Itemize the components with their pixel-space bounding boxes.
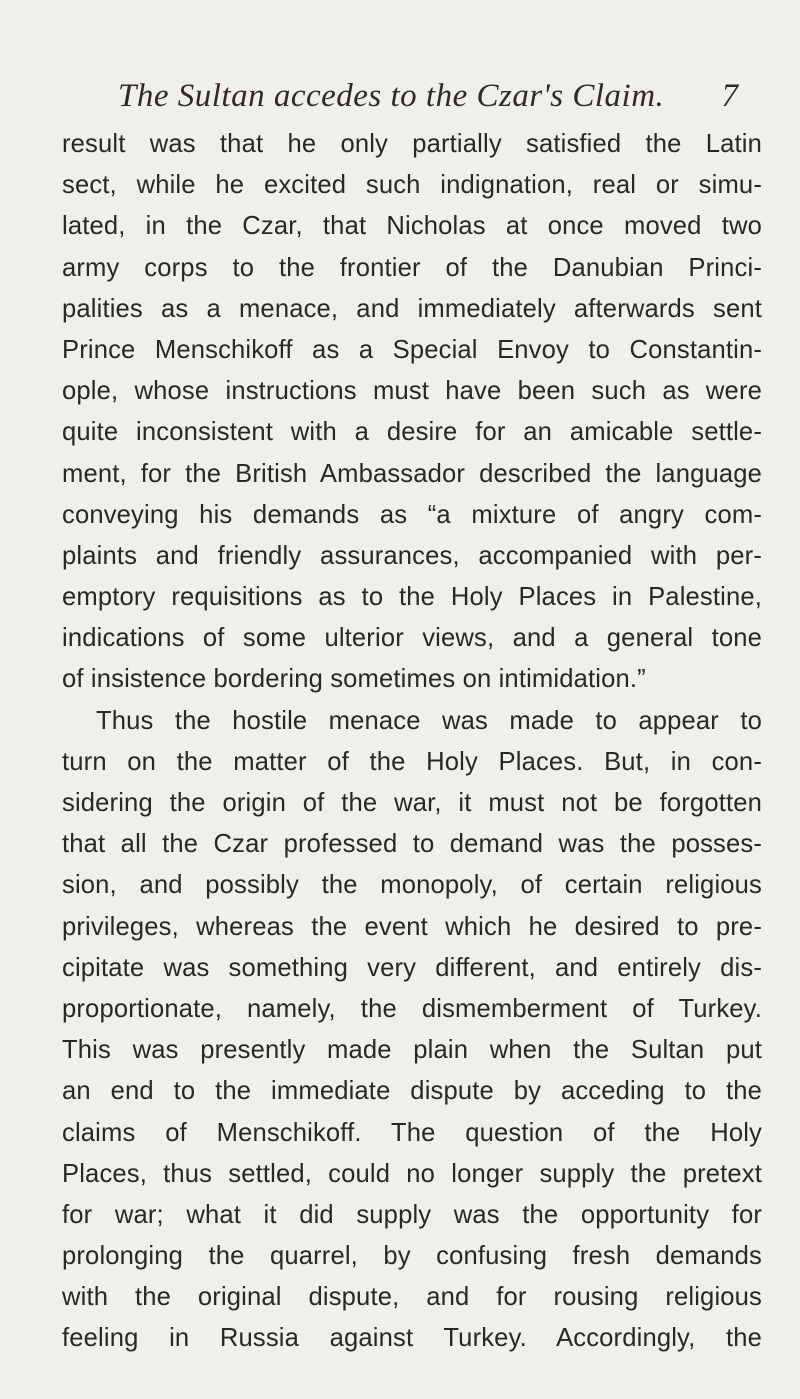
text-line: Places, thus settled, could no longer supply the pretext [62, 1159, 762, 1188]
text-line: result was that he only partially satisfied the Latin [62, 130, 762, 158]
text-line: of insistence bordering sometimes on intimidation.” [62, 665, 646, 694]
text-line: an end to the immediate dispute by acceding to the [62, 1077, 762, 1106]
text-line: cipitate was something very different, and entirely dis- [62, 953, 762, 982]
text-line: emptory requisitions as to the Holy Places in Palestine, [62, 583, 762, 612]
text-line: ment, for the British Ambassador described the language [62, 459, 762, 488]
text-line: privileges, whereas the event which he desired to pre- [62, 912, 762, 941]
text-line: turn on the matter of the Holy Places. But, in con- [62, 747, 762, 776]
text-line: conveying his demands as “a mixture of angry com- [62, 500, 762, 529]
text-line: proportionate, namely, the dismemberment of Turkey. [62, 994, 762, 1023]
text-line: ople, whose instructions must have been such as were [62, 377, 762, 406]
text-line: This was presently made plain when the Sultan put [62, 1036, 762, 1065]
text-line: claims of Menschikoff. The question of the Holy [62, 1118, 762, 1147]
running-head [108, 78, 738, 122]
text-line: with the original dispute, and for rousing religious [62, 1283, 762, 1312]
text-line: lated, in the Czar, that Nicholas at once moved two [62, 212, 762, 241]
body-text [62, 124, 762, 1360]
text-line: prolonging the quarrel, by confusing fresh demands [62, 1242, 762, 1271]
running-title: The Sultan accedes to the Czar's Claim. [118, 78, 665, 114]
text-line: plaints and friendly assurances, accompanied with per- [62, 541, 762, 570]
text-line: army corps to the frontier of the Danubian Princi- [62, 253, 762, 282]
text-line: quite inconsistent with a desire for an amicable settle- [62, 418, 762, 447]
text-line: sect, while he excited such indignation, real or simu- [62, 171, 762, 200]
page-number: 7 [721, 78, 738, 114]
text-line: for war; what it did supply was the opportunity for [62, 1200, 762, 1229]
text-line: feeling in Russia against Turkey. Accordingly, the [62, 1324, 762, 1353]
text-line: palities as a menace, and immediately afterwards sent [62, 294, 762, 323]
text-line: sidering the origin of the war, it must not be forgotten [62, 789, 762, 817]
text-line-paragraph-start: Thus the hostile menace was made to appear to [96, 706, 762, 735]
text-line: indications of some ulterior views, and a general tone [62, 624, 762, 653]
text-line: that all the Czar professed to demand was the posses- [62, 830, 762, 859]
text-line: Prince Menschikoff as a Special Envoy to Constantin- [62, 335, 762, 364]
text-line: sion, and possibly the monopoly, of certain religious [62, 871, 762, 900]
